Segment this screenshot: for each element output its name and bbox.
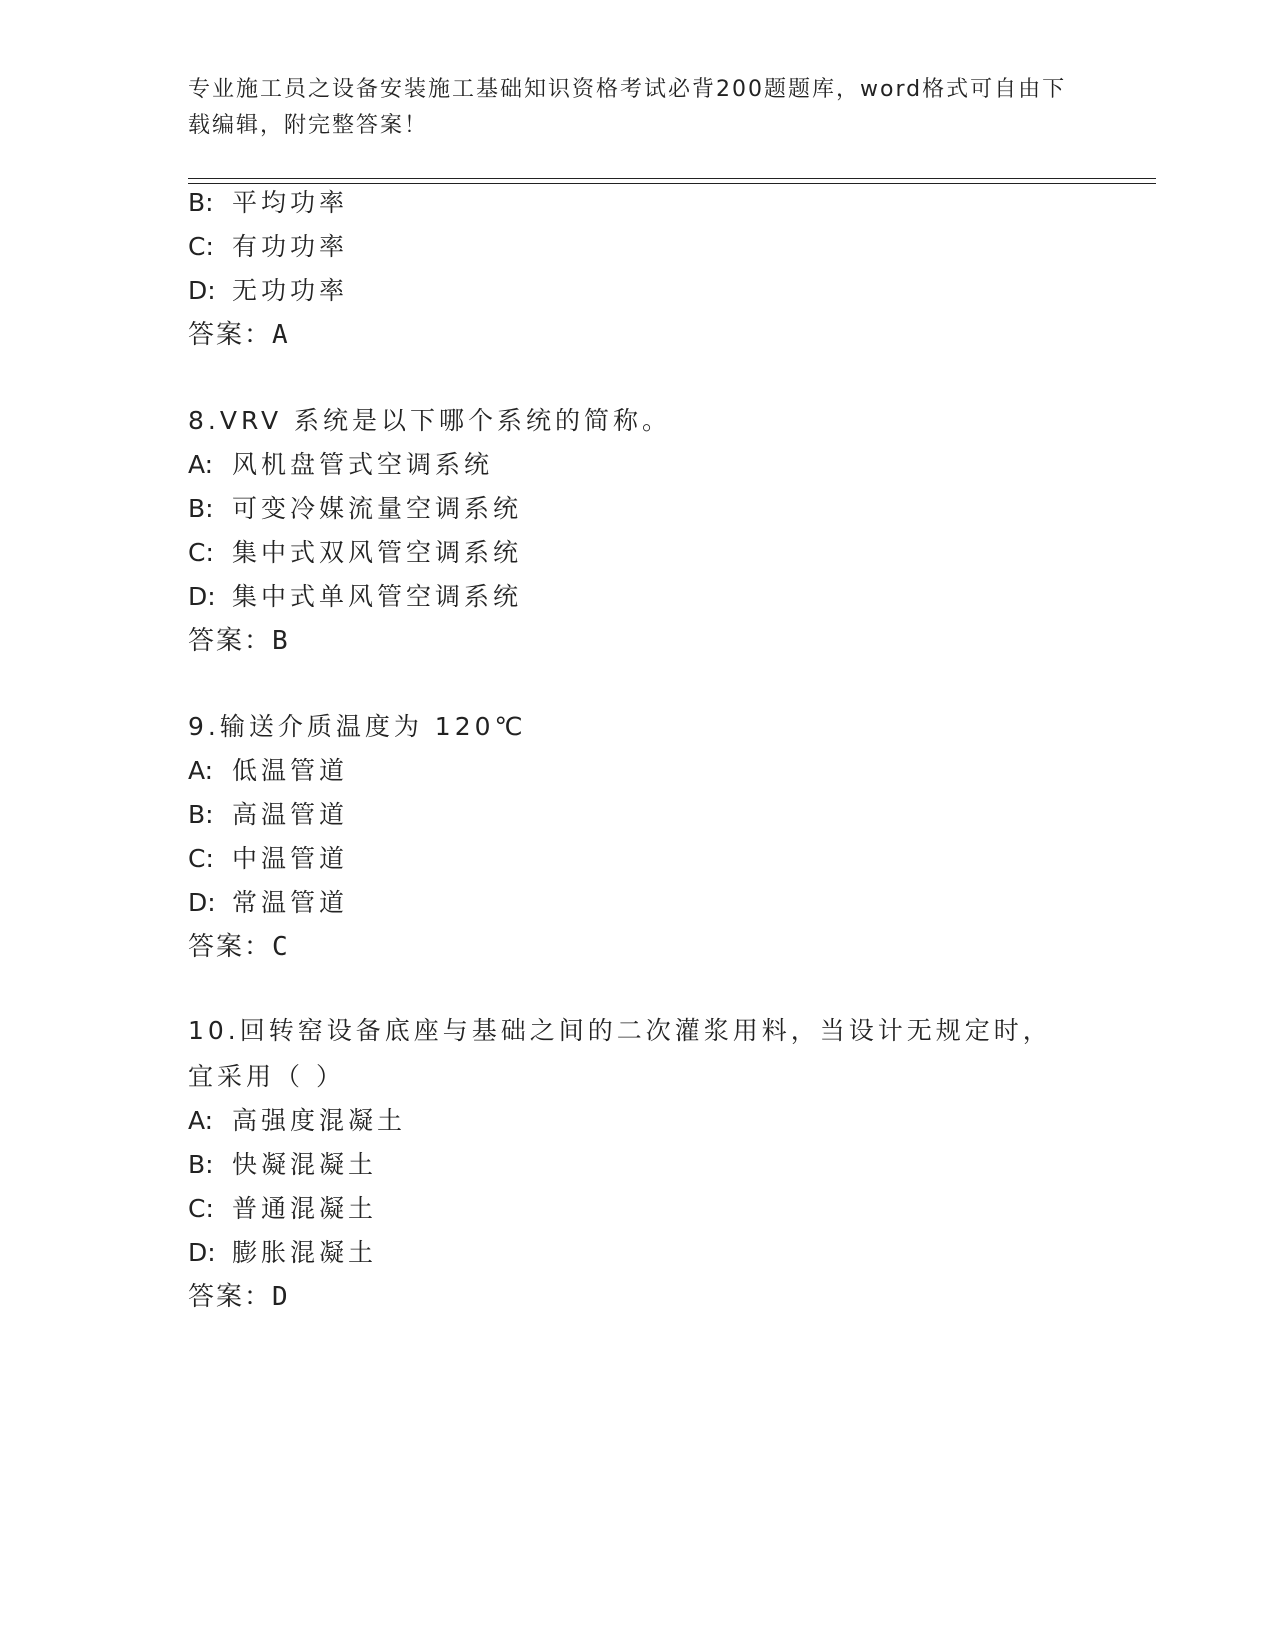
answer-label: 答案： xyxy=(188,320,273,350)
option-text: 有功功率 xyxy=(232,232,349,261)
option-text: 无功功率 xyxy=(232,276,349,305)
option-key: D: xyxy=(188,888,216,917)
option-key: B: xyxy=(188,800,214,829)
q10-option-c xyxy=(188,1192,377,1226)
q8-answer xyxy=(188,624,290,658)
option-key: A: xyxy=(188,756,214,785)
option-key: D: xyxy=(188,1238,216,1267)
q9-answer xyxy=(188,930,290,964)
answer-label: 答案： xyxy=(188,626,273,656)
option-text: 普通混凝土 xyxy=(232,1194,378,1223)
option-text: 中温管道 xyxy=(232,844,349,873)
q10-option-b xyxy=(188,1148,377,1182)
option-text: 集中式双风管空调系统 xyxy=(232,538,523,567)
option-key: A: xyxy=(188,1106,214,1135)
q10-question: 10.回转窑设备底座与基础之间的二次灌浆用料，当设计无规定时，宜采用（ ） xyxy=(188,1016,1052,1091)
option-text: 可变冷媒流量空调系统 xyxy=(232,494,523,523)
option-key: C: xyxy=(188,1194,214,1223)
q8-question: 8.VRV 系统是以下哪个系统的简称。 xyxy=(188,406,672,435)
q10-option-a xyxy=(188,1104,406,1138)
q9-option-d xyxy=(188,886,348,920)
q9-question: 9.输送介质温度为 120℃ xyxy=(188,712,527,741)
q7-option-d xyxy=(188,274,348,308)
answer-label: 答案： xyxy=(188,932,273,962)
q7-option-c xyxy=(188,230,348,264)
q8-option-d xyxy=(188,580,522,614)
q8-option-c xyxy=(188,536,522,570)
option-text: 膨胀混凝土 xyxy=(232,1238,378,1267)
option-text: 低温管道 xyxy=(232,756,349,785)
answer-value: C xyxy=(272,932,290,962)
option-key: B: xyxy=(188,494,214,523)
q8-option-a xyxy=(188,448,493,482)
option-key: D: xyxy=(188,276,216,305)
option-key: B: xyxy=(188,1150,214,1179)
option-text: 集中式单风管空调系统 xyxy=(232,582,523,611)
option-key: D: xyxy=(188,582,216,611)
q7-answer xyxy=(188,318,290,352)
header-divider-bottom xyxy=(188,183,1156,184)
q10-option-d xyxy=(188,1236,377,1270)
option-text: 高强度混凝土 xyxy=(232,1106,407,1135)
answer-value: B xyxy=(272,626,290,656)
q10-answer xyxy=(188,1280,290,1314)
option-text: 快凝混凝土 xyxy=(232,1150,378,1179)
document-header: 专业施工员之设备安装施工基础知识资格考试必背200题题库，word格式可自由下载编辑，附完整答案！ xyxy=(188,77,1067,138)
q8-option-b xyxy=(188,492,522,526)
answer-value: D xyxy=(272,1282,290,1312)
option-text: 高温管道 xyxy=(232,800,349,829)
option-key: C: xyxy=(188,844,214,873)
option-text: 平均功率 xyxy=(232,188,349,217)
q9-option-c xyxy=(188,842,348,876)
answer-value: A xyxy=(272,320,290,350)
option-key: A: xyxy=(188,450,214,479)
option-text: 风机盘管式空调系统 xyxy=(232,450,494,479)
option-key: C: xyxy=(188,538,214,567)
q9-option-b xyxy=(188,798,348,832)
option-key: B: xyxy=(188,188,214,217)
q7-option-b xyxy=(188,186,348,220)
option-key: C: xyxy=(188,232,214,261)
q9-option-a xyxy=(188,754,348,788)
header-divider-top xyxy=(188,178,1156,179)
answer-label: 答案： xyxy=(188,1282,273,1312)
option-text: 常温管道 xyxy=(232,888,349,917)
